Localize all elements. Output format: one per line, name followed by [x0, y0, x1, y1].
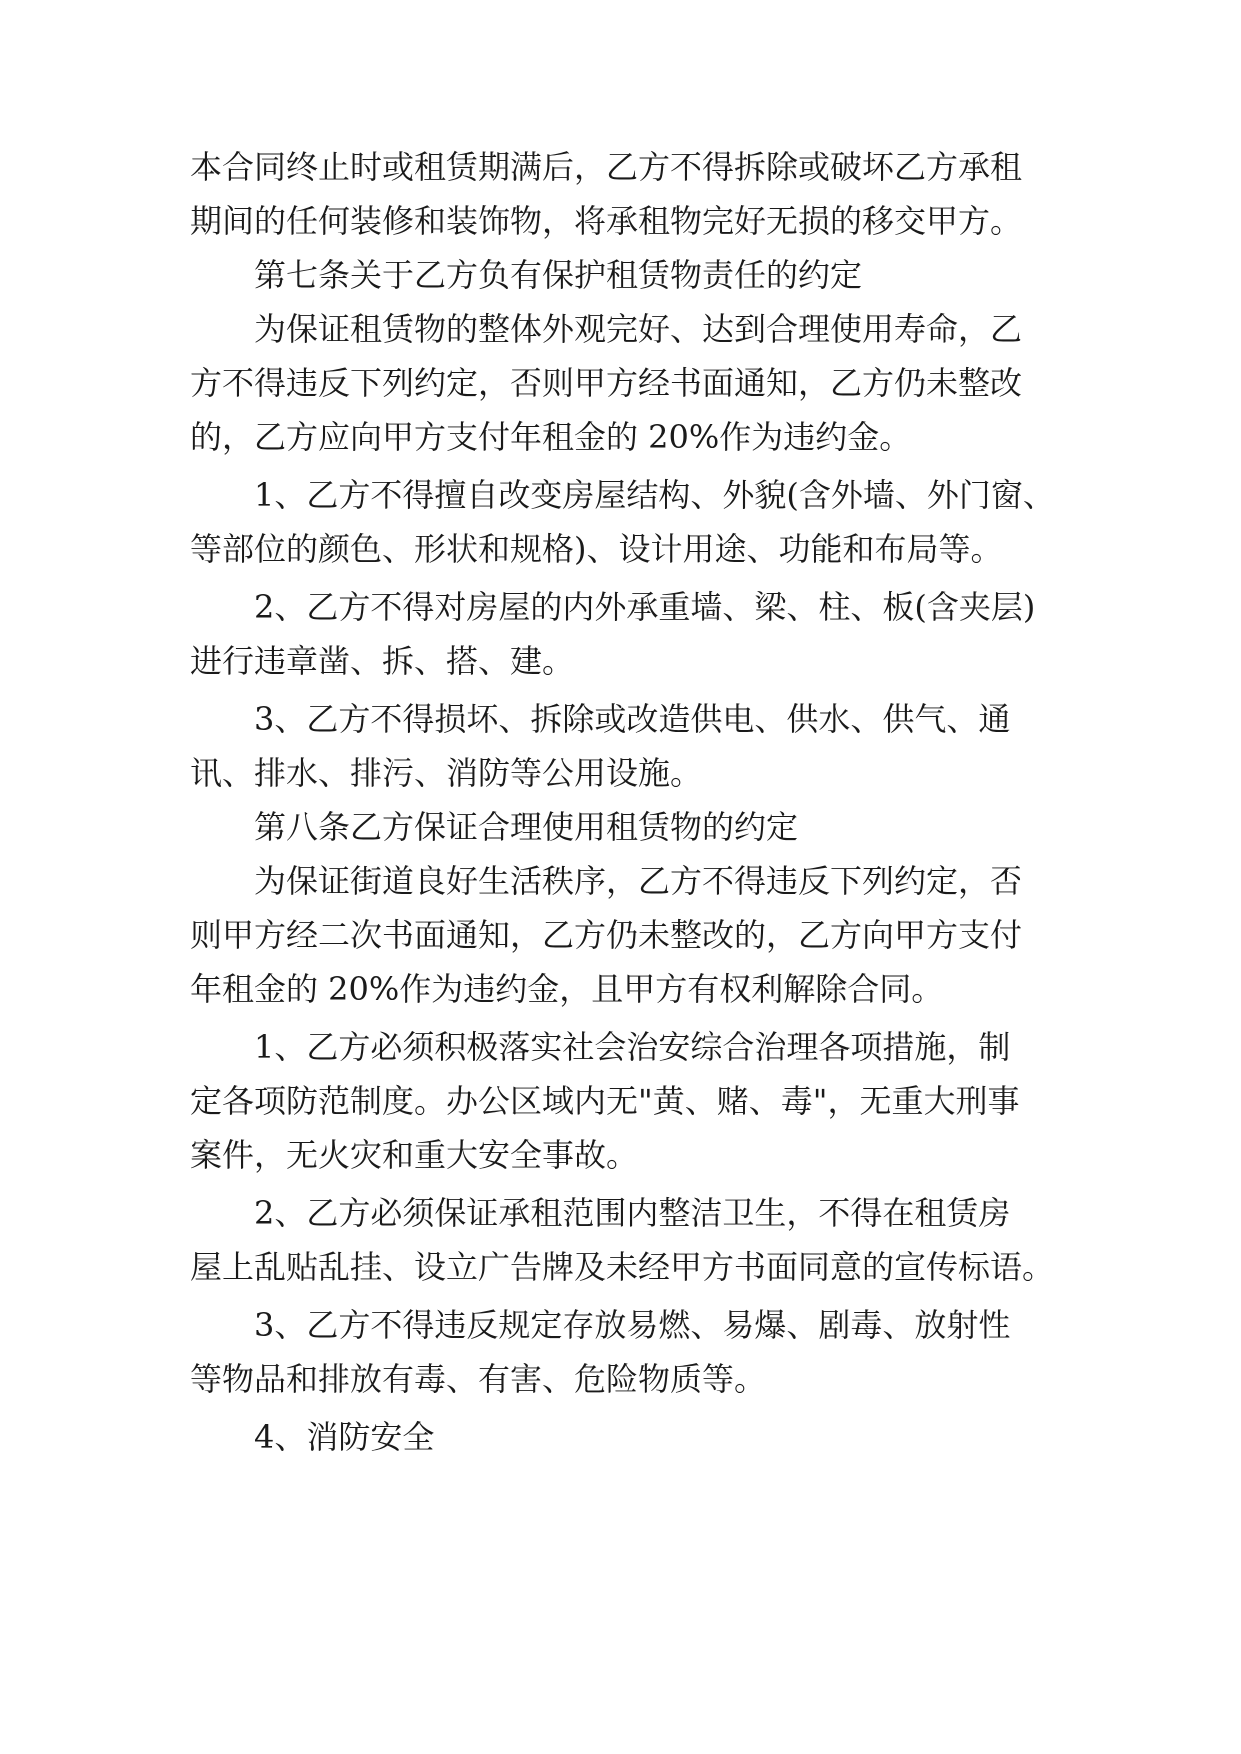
text-line: 3、乙方不得违反规定存放易燃、易爆、剧毒、放射性 — [254, 1306, 1011, 1344]
text-line: 2、乙方不得对房屋的内外承重墙、梁、柱、板(含夹层) — [254, 588, 1036, 626]
text-line: 定各项防范制度。办公区域内无"黄、赌、毒"，无重大刑事 — [190, 1082, 1020, 1120]
text-line: 讯、排水、排污、消防等公用设施。 — [190, 754, 703, 792]
text-line: 的，乙方应向甲方支付年租金的 20%作为违约金。 — [190, 418, 912, 456]
text-line: 方不得违反下列约定，否则甲方经书面通知，乙方仍未整改 — [190, 364, 1023, 402]
text-line: 本合同终止时或租赁期满后，乙方不得拆除或破坏乙方承租 — [190, 148, 1023, 186]
text-line: 进行违章凿、拆、搭、建。 — [190, 642, 575, 680]
text-line: 1、乙方不得擅自改变房屋结构、外貌(含外墙、外门窗、 — [254, 476, 1055, 514]
text-line: 案件，无火灾和重大安全事故。 — [190, 1136, 639, 1174]
text-line: 则甲方经二次书面通知，乙方仍未整改的，乙方向甲方支付 — [190, 916, 1023, 954]
text-line: 等部位的颜色、形状和规格)、设计用途、功能和布局等。 — [190, 530, 1003, 568]
text-line: 屋上乱贴乱挂、设立广告牌及未经甲方书面同意的宣传标语。 — [190, 1248, 1055, 1286]
text-line: 等物品和排放有毒、有害、危险物质等。 — [190, 1360, 767, 1398]
text-line: 为保证街道良好生活秩序，乙方不得违反下列约定，否 — [254, 862, 1023, 900]
article-heading: 第七条关于乙方负有保护租赁物责任的约定 — [254, 256, 863, 294]
text-line: 3、乙方不得损坏、拆除或改造供电、供水、供气、通 — [254, 700, 1011, 738]
text-line: 期间的任何装修和装饰物，将承租物完好无损的移交甲方。 — [190, 202, 1023, 240]
text-line: 1、乙方必须积极落实社会治安综合治理各项措施，制 — [254, 1028, 1011, 1066]
text-line: 4、消防安全 — [254, 1418, 435, 1456]
text-line: 2、乙方必须保证承租范围内整洁卫生，不得在租赁房 — [254, 1194, 1011, 1232]
text-line: 年租金的 20%作为违约金，且甲方有权利解除合同。 — [190, 970, 944, 1008]
article-heading: 第八条乙方保证合理使用租赁物的约定 — [254, 808, 799, 846]
text-line: 为保证租赁物的整体外观完好、达到合理使用寿命，乙 — [254, 310, 1023, 348]
